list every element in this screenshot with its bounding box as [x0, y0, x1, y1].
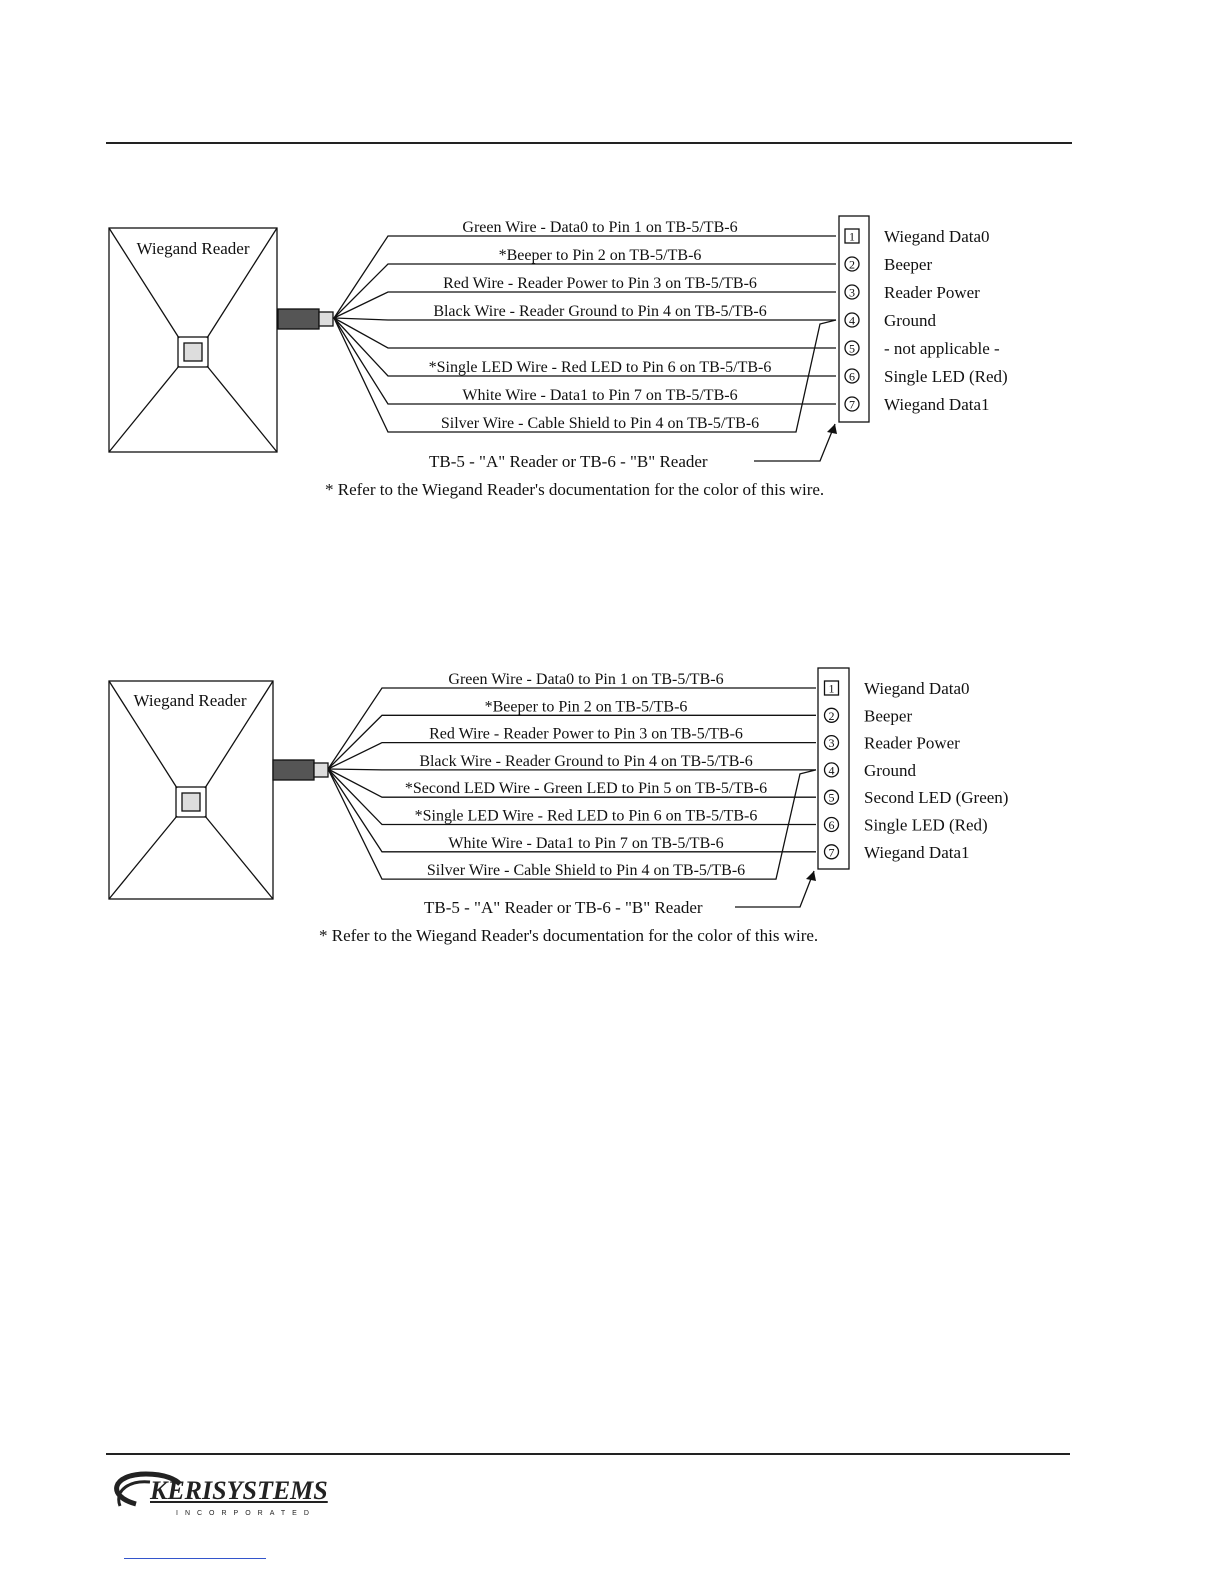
pin-label: Ground — [864, 760, 916, 780]
pin-number: 3 — [849, 285, 855, 300]
footnote: * Refer to the Wiegand Reader's documentation for the color of this wire. — [319, 926, 819, 945]
cable-jacket — [273, 760, 314, 780]
pin-number: 1 — [828, 681, 835, 696]
reader-label: Wiegand Reader — [136, 239, 250, 258]
pin-number: 7 — [849, 397, 855, 412]
wire-label: *Single LED Wire - Red LED to Pin 6 on TB-5/TB-6 — [414, 807, 758, 825]
reader-diagonal — [205, 816, 273, 899]
wire-label: *Single LED Wire - Red LED to Pin 6 on TB-5/TB-6 — [428, 359, 772, 376]
reader-box — [109, 681, 273, 899]
pin-number: 6 — [828, 818, 835, 832]
arrowhead-icon — [806, 871, 816, 881]
wire-label: Silver Wire - Cable Shield to Pin 4 on TB-5/TB-6 — [440, 415, 760, 432]
pin-label: Wiegand Data1 — [884, 395, 990, 414]
pin-label: - not applicable - — [884, 339, 1000, 358]
pin-number: 7 — [828, 845, 835, 860]
footer-link-underline — [124, 1558, 266, 1559]
pin-label: Single LED (Red) — [884, 367, 1008, 386]
pin-number: 1 — [849, 229, 855, 244]
wire-label: Black Wire - Reader Ground to Pin 4 on TB-5/TB-6 — [433, 303, 767, 320]
pin-number: 5 — [828, 790, 835, 805]
pin-label: Wiegand Data1 — [864, 842, 970, 862]
terminal-note: TB-5 - "A" Reader or TB-6 - "B" Reader — [429, 452, 708, 471]
pin-number: 2 — [849, 257, 855, 272]
pin-label: Wiegand Data0 — [864, 679, 970, 698]
wire-label: White Wire - Data1 to Pin 7 on TB-5/TB-6 — [462, 387, 738, 404]
pin-number: 3 — [828, 736, 835, 751]
reader-diagonal — [109, 816, 177, 899]
wire-label: Green Wire - Data0 to Pin 1 on TB-5/TB-6 — [462, 219, 738, 236]
pin-label: Beeper — [884, 255, 933, 274]
wire-label: White Wire - Data1 to Pin 7 on TB-5/TB-6 — [448, 834, 724, 852]
pin-label: Single LED (Red) — [864, 815, 988, 835]
wire-label: *Beeper to Pin 2 on TB-5/TB-6 — [484, 698, 688, 716]
logo-subtitle: INCORPORATED — [176, 1510, 316, 1517]
pin-label: Reader Power — [864, 733, 960, 753]
wire-label: Green Wire - Data0 to Pin 1 on TB-5/TB-6 — [448, 671, 724, 688]
reader-center-inner — [182, 793, 200, 811]
pin-label: Ground — [884, 311, 936, 330]
footer-rule — [106, 1453, 1070, 1455]
wire-label: *Beeper to Pin 2 on TB-5/TB-6 — [498, 247, 702, 264]
pin-number: 6 — [849, 369, 855, 384]
wire-label: Black Wire - Reader Ground to Pin 4 on TB-5/TB-6 — [419, 752, 753, 770]
wire-label: Silver Wire - Cable Shield to Pin 4 on TB-5/TB-6 — [426, 862, 746, 880]
reader-label: Wiegand Reader — [133, 691, 247, 710]
footnote: * Refer to the Wiegand Reader's documentation for the color of this wire. — [325, 480, 825, 499]
pin-number: 4 — [828, 763, 835, 778]
pin-label: Beeper — [864, 706, 913, 726]
pin-label: Reader Power — [884, 283, 980, 302]
kerisystems-logo — [106, 1466, 328, 1526]
wire-label: Red Wire - Reader Power to Pin 3 on TB-5/TB-6 — [443, 275, 757, 292]
wire-label: *Second LED Wire - Green LED to Pin 5 on TB-5/TB-6 — [404, 780, 768, 798]
pin-number: 5 — [849, 341, 855, 356]
pin-number: 2 — [828, 708, 835, 723]
pin-label: Wiegand Data0 — [884, 227, 990, 246]
terminal-note: TB-5 - "A" Reader or TB-6 - "B" Reader — [424, 898, 703, 917]
terminal-arrow — [735, 871, 814, 907]
logo-wordmark: KERISYSTEMS — [150, 1476, 328, 1505]
wire-label: Red Wire - Reader Power to Pin 3 on TB-5/TB-6 — [429, 725, 743, 743]
pin-number: 4 — [849, 313, 855, 328]
pin-label: Second LED (Green) — [864, 788, 1009, 808]
cable-end — [314, 763, 328, 777]
